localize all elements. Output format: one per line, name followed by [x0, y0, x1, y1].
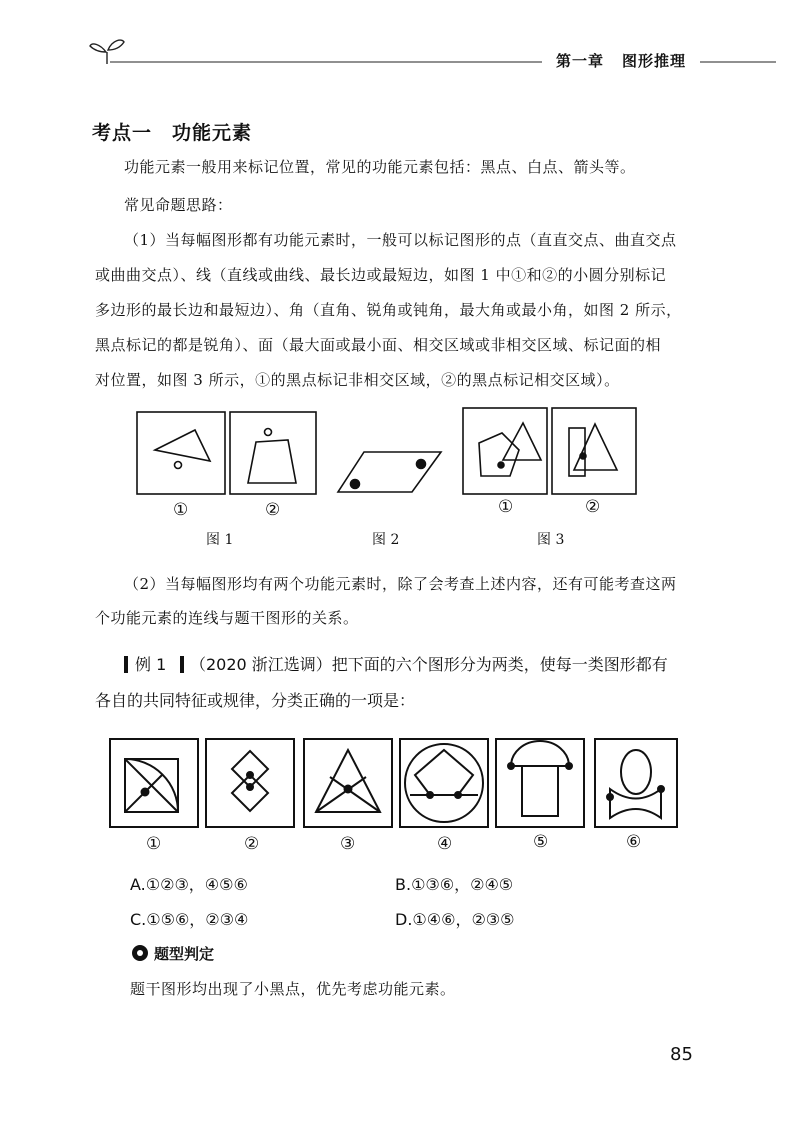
intro-line-1: 功能元素一般用来标记位置，常见的功能元素包括：黑点、白点、箭头等。: [124, 158, 636, 176]
option-c-text: ①⑤⑥，②③④: [146, 910, 249, 929]
point1-line-1: （1）当每幅图形都有功能元素时，一般可以标记图形的点（直直交点、曲直交点: [124, 231, 677, 249]
option-d-letter: D.: [395, 910, 413, 929]
figure1-label-2: ②: [265, 500, 281, 520]
example-line-2: 各自的共同特征或规律，分类正确的一项是：: [95, 691, 416, 710]
example-label: 例 1: [135, 655, 167, 674]
figure3-caption: 图 3: [537, 532, 565, 548]
point1-line-3: 多边形的最长边和最短边）、角（直角、锐角或钝角，最大角或最小角，如图 2 所示，: [95, 301, 682, 319]
intro-line-2: 常见命题思路：: [124, 196, 233, 214]
point2-line-1: （2）当每幅图形均有两个功能元素时，除了会考查上述内容，还有可能考查这两: [124, 575, 677, 593]
question-type-text: 题干图形均出现了小黑点，优先考虑功能元素。: [130, 980, 456, 998]
example-figure-label-6: ⑥: [626, 832, 642, 852]
option-b-letter: B.: [395, 875, 412, 894]
chapter-label: 第一章: [556, 52, 605, 70]
page-number: 85: [670, 1044, 693, 1065]
figure3-label-2: ②: [585, 497, 601, 517]
option-c-letter: C.: [130, 910, 147, 929]
option-a-text: ①②③，④⑤⑥: [145, 875, 248, 894]
example-figure-label-2: ②: [244, 834, 260, 854]
option-b-text: ①③⑥，②④⑤: [411, 875, 514, 894]
point2-line-2: 个功能元素的连线与题干图形的关系。: [95, 609, 359, 627]
option-d-text: ①④⑥，②③⑤: [412, 910, 515, 929]
figure1-label-1: ①: [173, 500, 189, 520]
chapter-title: 图形推理: [622, 52, 687, 70]
point1-line-4: 黑点标记的都是锐角）、面（最大面或最小面、相交区域或非相交区域、标记面的相: [95, 336, 662, 354]
point1-line-5: 对位置，如图 3 所示，①的黑点标记非相交区域，②的黑点标记相交区域）。: [95, 371, 620, 389]
example-figure-label-1: ①: [146, 834, 162, 854]
point1-line-2: 或曲曲交点）、线（直线或曲线、最长边或最短边，如图 1 中①和②的小圆分别标记: [95, 266, 667, 284]
figure2-caption: 图 2: [372, 532, 400, 548]
example-figure-label-3: ③: [340, 834, 356, 854]
example-figure-label-4: ④: [437, 834, 453, 854]
example-figure-label-5: ⑤: [533, 832, 549, 852]
section-title: 考点一 功能元素: [92, 122, 253, 144]
figure1-caption: 图 1: [206, 532, 234, 548]
question-type-title: 题型判定: [154, 945, 215, 963]
figure3-label-1: ①: [498, 497, 514, 517]
gear-icon: [132, 945, 148, 961]
example-line-1: （2020 浙江选调）把下面的六个图形分为两类，使每一类图形都有: [190, 655, 668, 674]
option-a-letter: A.: [130, 875, 146, 894]
